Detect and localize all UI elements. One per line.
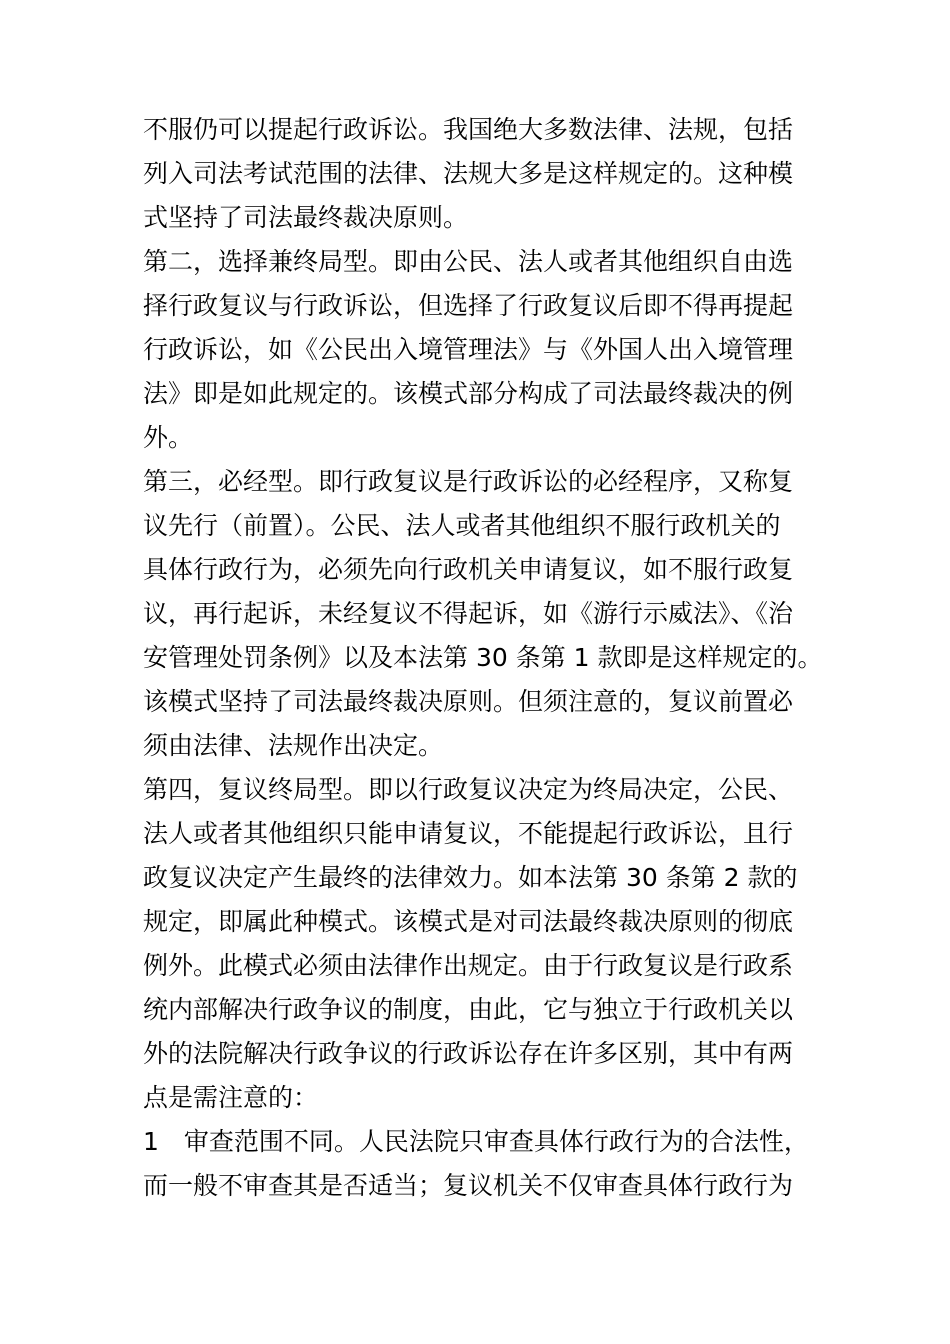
text-line: 不服仍可以提起行政诉讼。我国绝大多数法律、法规，包括 [143, 115, 794, 144]
text-line: 1 审查范围不同。人民法院只审查具体行政行为的合法性， [143, 1127, 809, 1156]
text-line: 规定，即属此种模式。该模式是对司法最终裁决原则的彻底 [143, 907, 794, 936]
text-line: 法》即是如此规定的。该模式部分构成了司法最终裁决的例 [143, 379, 794, 408]
text-line: 议先行（前置）。公民、法人或者其他组织不服行政机关的 [143, 511, 781, 540]
text-line: 第三，必经型。即行政复议是行政诉讼的必经程序，又称复 [143, 467, 794, 496]
text-line: 例外。此模式必须由法律作出规定。由于行政复议是行政系 [143, 951, 794, 980]
text-line: 法人或者其他组织只能申请复议，不能提起行政诉讼，且行 [143, 819, 794, 848]
text-line: 议，再行起诉，未经复议不得起诉，如《游行示威法》、《治 [143, 599, 794, 628]
text-line: 外。 [143, 423, 194, 452]
text-line: 安管理处罚条例》以及本法第 30 条第 1 款即是这样规定的。 [143, 643, 823, 672]
text-line: 列入司法考试范围的法律、法规大多是这样规定的。这种模 [143, 159, 794, 188]
text-line: 具体行政行为，必须先向行政机关申请复议，如不服行政复 [143, 555, 794, 584]
text-line: 第四，复议终局型。即以行政复议决定为终局决定，公民、 [143, 775, 794, 804]
text-line: 择行政复议与行政诉讼，但选择了行政复议后即不得再提起 [143, 291, 794, 320]
text-line: 该模式坚持了司法最终裁决原则。但须注意的，复议前置必 [143, 687, 794, 716]
text-line: 式坚持了司法最终裁决原则。 [143, 203, 469, 232]
body-text [143, 108, 823, 1208]
text-line: 第二，选择兼终局型。即由公民、法人或者其他组织自由选 [143, 247, 794, 276]
text-line: 外的法院解决行政争议的行政诉讼存在许多区别，其中有两 [143, 1039, 794, 1068]
text-line: 须由法律、法规作出决定。 [143, 731, 444, 760]
text-line: 政复议决定产生最终的法律效力。如本法第 30 条第 2 款的 [143, 863, 798, 892]
text-line: 而一般不审查其是否适当；复议机关不仅审查具体行政行为 [143, 1171, 794, 1200]
text-line: 行政诉讼，如《公民出入境管理法》与《外国人出入境管理 [143, 335, 794, 364]
text-line: 统内部解决行政争议的制度，由此，它与独立于行政机关以 [143, 995, 794, 1024]
text-line: 点是需注意的： [143, 1083, 319, 1112]
